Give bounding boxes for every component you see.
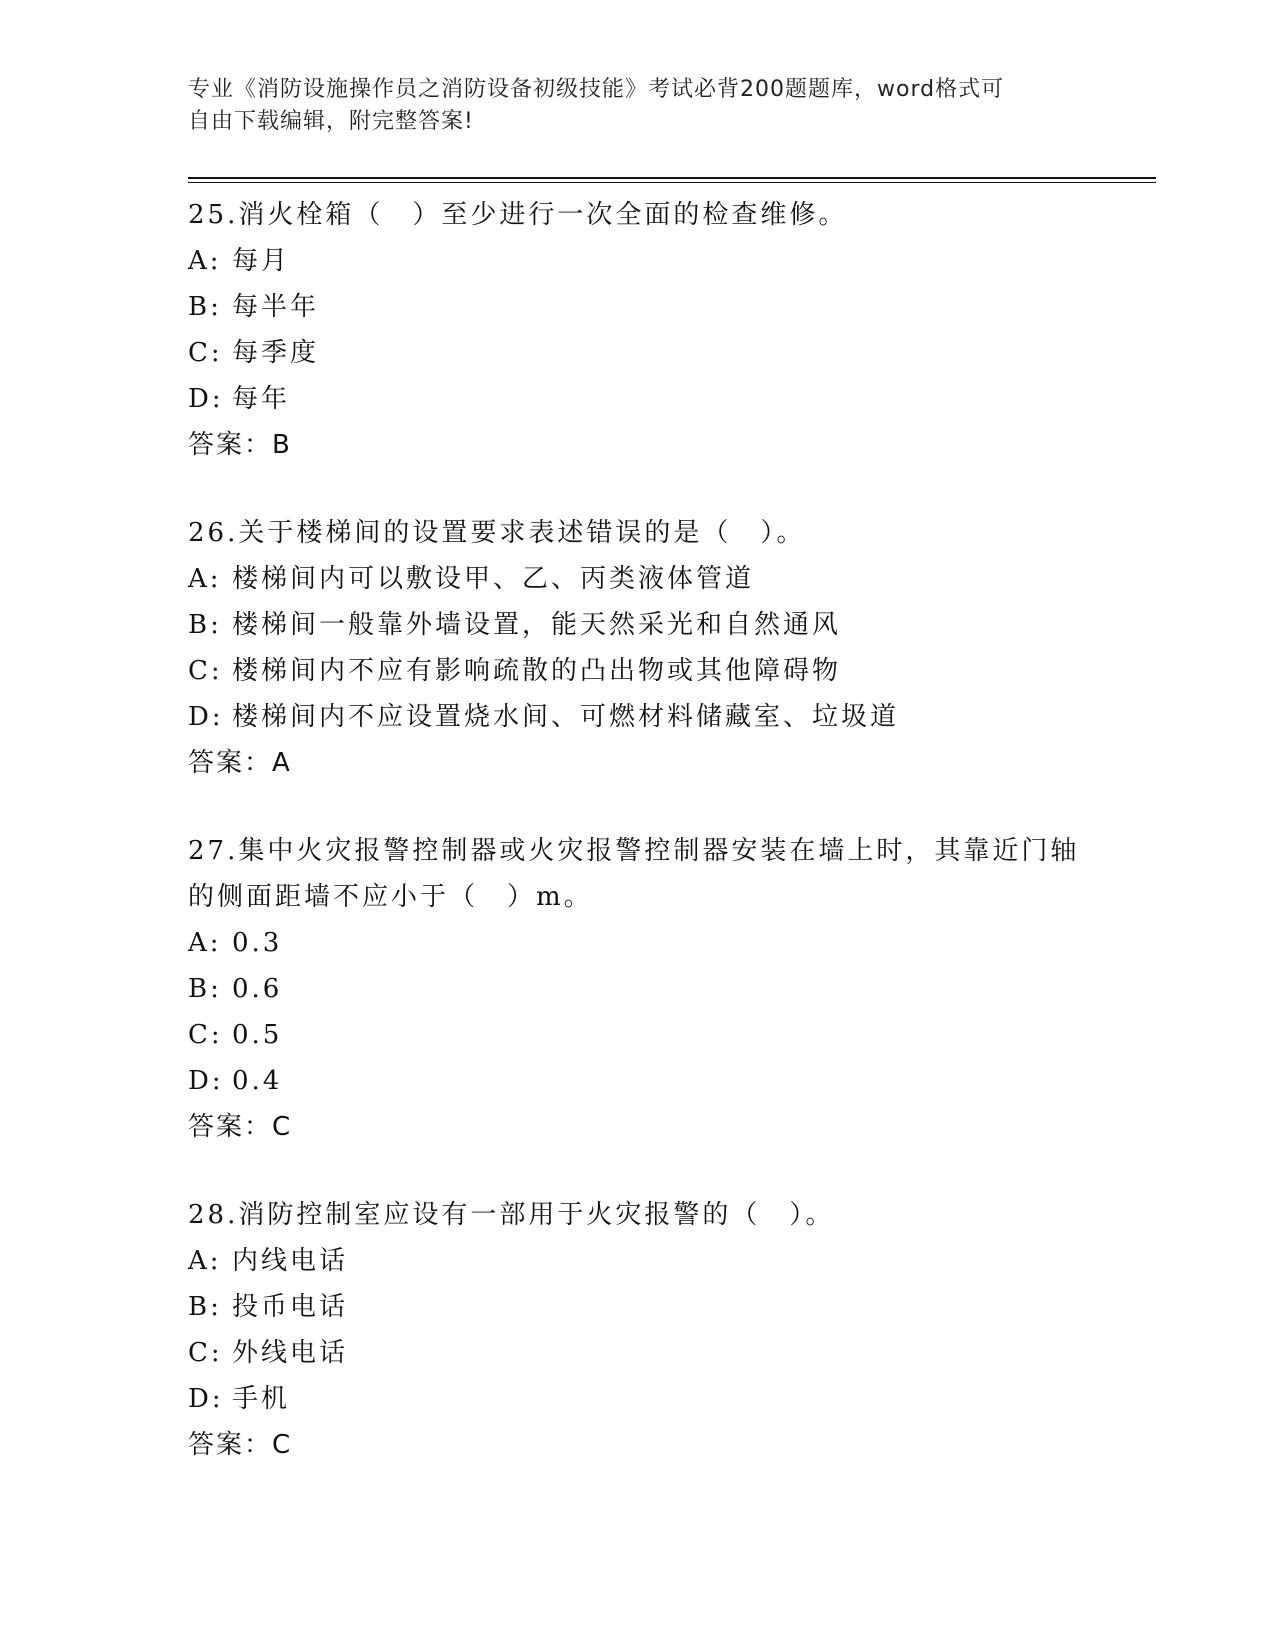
option-key: A: [188, 564, 222, 594]
option-text: 每年 [232, 384, 291, 414]
option-text: 楼梯间内可以敷设甲、乙、丙类液体管道 [232, 564, 755, 594]
option-d [188, 694, 1088, 740]
answer-line: 答案：B [188, 430, 292, 460]
option-key: D: [188, 1066, 224, 1096]
option-key: B: [188, 974, 222, 1004]
option-d [188, 376, 1088, 422]
option-key: C: [188, 656, 223, 686]
question-stem: 25.消火栓箱（ ）至少进行一次全面的检查维修。 [188, 200, 848, 230]
option-text: 每半年 [232, 292, 320, 322]
option-key: B: [188, 1292, 222, 1322]
option-text: 0.3 [232, 928, 283, 958]
option-key: C: [188, 1020, 223, 1050]
option-key: D: [188, 702, 224, 732]
option-text: 0.5 [232, 1020, 283, 1050]
option-a [188, 238, 1088, 284]
question-stem: 28.消防控制室应设有一部用于火灾报警的（ ）。 [188, 1200, 835, 1230]
question-list [188, 192, 1088, 1510]
option-text: 手机 [232, 1384, 291, 1414]
option-c [188, 330, 1088, 376]
question-stem: 26.关于楼梯间的设置要求表述错误的是（ ）。 [188, 518, 806, 548]
question-27 [188, 828, 1088, 1150]
option-c [188, 648, 1088, 694]
header-line-2: 自由下载编辑，附完整答案! [188, 109, 474, 134]
header-line-1: 专业《消防设施操作员之消防设备初级技能》考试必背200题题库，word格式可 [188, 77, 1005, 102]
option-text: 每月 [232, 246, 291, 276]
option-key: D: [188, 384, 224, 414]
option-b [188, 602, 1088, 648]
option-key: C: [188, 338, 223, 368]
question-28 [188, 1192, 1088, 1468]
document-header [188, 74, 1088, 138]
question-26 [188, 510, 1088, 786]
option-key: B: [188, 292, 222, 322]
answer-line: 答案：A [188, 748, 292, 778]
option-key: A: [188, 928, 222, 958]
question-25 [188, 192, 1088, 468]
option-key: A: [188, 1246, 222, 1276]
option-text: 楼梯间内不应设置烧水间、可燃材料储藏室、垃圾道 [232, 702, 900, 732]
option-b [188, 966, 1088, 1012]
option-c [188, 1012, 1088, 1058]
option-text: 楼梯间一般靠外墙设置，能天然采光和自然通风 [232, 610, 842, 640]
option-key: A: [188, 246, 222, 276]
header-divider-thin [188, 182, 1156, 183]
header-divider-thick [188, 177, 1156, 179]
option-d [188, 1376, 1088, 1422]
option-a [188, 1238, 1088, 1284]
option-text: 楼梯间内不应有影响疏散的凸出物或其他障碍物 [232, 656, 842, 686]
option-b [188, 1284, 1088, 1330]
answer-line: 答案：C [188, 1112, 293, 1142]
option-key: D: [188, 1384, 224, 1414]
option-b [188, 284, 1088, 330]
option-key: B: [188, 610, 222, 640]
question-stem-line-1: 27.集中火灾报警控制器或火灾报警控制器安装在墙上时，其靠近门轴 [188, 836, 1080, 866]
option-text: 0.4 [232, 1066, 283, 1096]
question-stem-line-2: 的侧面距墙不应小于（ ）m。 [188, 882, 593, 912]
option-text: 投币电话 [232, 1292, 349, 1322]
option-d [188, 1058, 1088, 1104]
option-text: 外线电话 [232, 1338, 349, 1368]
option-text: 内线电话 [232, 1246, 349, 1276]
option-a [188, 556, 1088, 602]
option-c [188, 1330, 1088, 1376]
option-text: 每季度 [232, 338, 320, 368]
option-key: C: [188, 1338, 223, 1368]
answer-line: 答案：C [188, 1430, 293, 1460]
option-a [188, 920, 1088, 966]
option-text: 0.6 [232, 974, 283, 1004]
